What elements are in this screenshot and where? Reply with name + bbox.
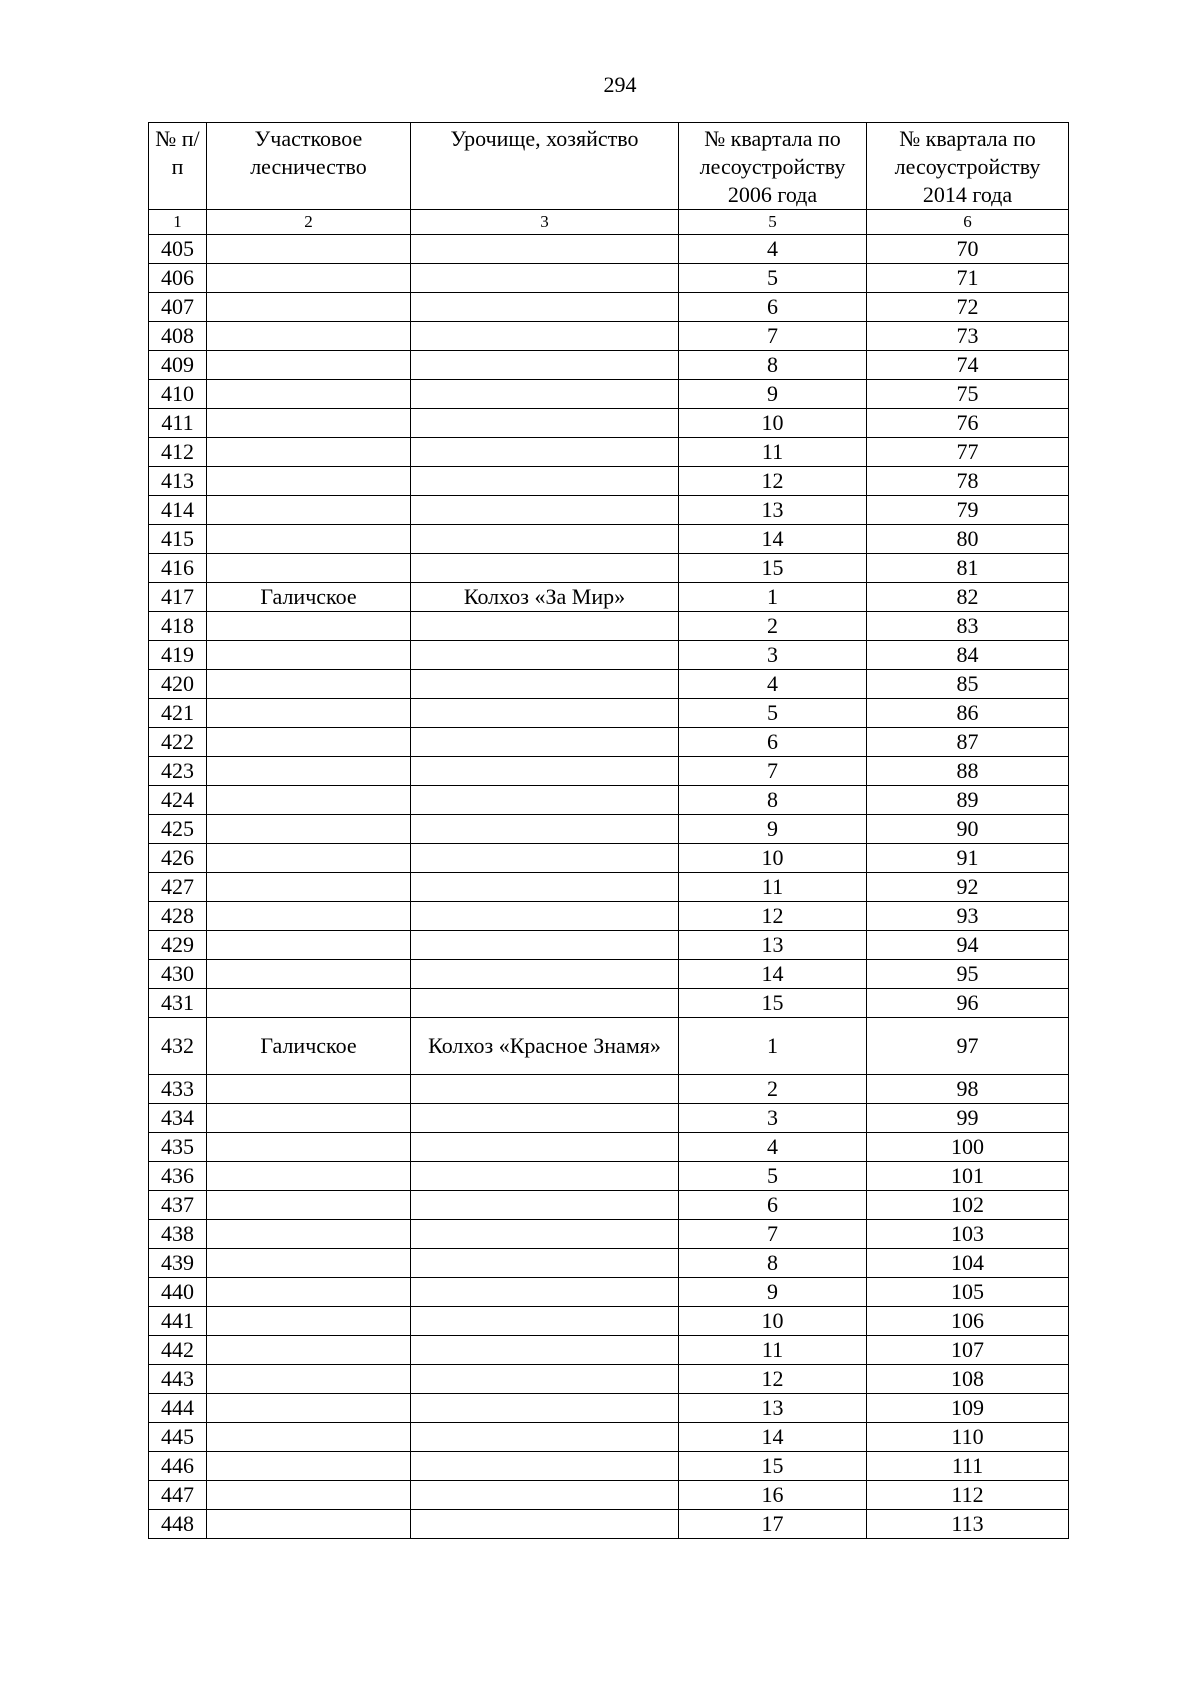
forestry-cell: [207, 844, 411, 873]
table-row: [149, 438, 1069, 467]
table-row: [149, 1481, 1069, 1510]
row-number-cell: 437: [149, 1191, 207, 1220]
table-row: [149, 931, 1069, 960]
quarter-2014-cell: 94: [867, 931, 1069, 960]
tract-cell: [411, 1104, 679, 1133]
forestry-cell: [207, 322, 411, 351]
quarter-2014-cell: 97: [867, 1018, 1069, 1075]
table-row: [149, 815, 1069, 844]
quarter-2014-cell: 104: [867, 1249, 1069, 1278]
tract-cell: [411, 351, 679, 380]
tract-cell: [411, 1394, 679, 1423]
quarter-2014-cell: 87: [867, 728, 1069, 757]
row-number-cell: 412: [149, 438, 207, 467]
row-number-cell: 432: [149, 1018, 207, 1075]
tract-cell: [411, 844, 679, 873]
tract-cell: [411, 1365, 679, 1394]
table-row: [149, 235, 1069, 264]
quarter-2014-cell: 102: [867, 1191, 1069, 1220]
row-number-cell: 426: [149, 844, 207, 873]
tract-cell: [411, 1336, 679, 1365]
quarter-2006-cell: 7: [679, 757, 867, 786]
table-row: [149, 409, 1069, 438]
row-number-cell: 435: [149, 1133, 207, 1162]
quarter-2006-cell: 5: [679, 1162, 867, 1191]
tract-cell: [411, 1278, 679, 1307]
table-row: [149, 902, 1069, 931]
tract-cell: [411, 1307, 679, 1336]
table-row: [149, 960, 1069, 989]
column-number: 6: [867, 210, 1069, 235]
header-number: № п/п: [149, 123, 207, 210]
tract-cell: [411, 699, 679, 728]
tract-cell: [411, 1481, 679, 1510]
tract-cell: [411, 264, 679, 293]
quarter-2006-cell: 6: [679, 1191, 867, 1220]
quarter-2006-cell: 11: [679, 873, 867, 902]
row-number-cell: 444: [149, 1394, 207, 1423]
row-number-cell: 436: [149, 1162, 207, 1191]
tract-cell: [411, 438, 679, 467]
quarter-2014-cell: 108: [867, 1365, 1069, 1394]
tract-cell: Колхоз «Красное Знамя»: [411, 1018, 679, 1075]
quarter-2014-cell: 89: [867, 786, 1069, 815]
header-tract: Урочище, хозяйство: [411, 123, 679, 210]
forestry-cell: [207, 757, 411, 786]
row-number-cell: 415: [149, 525, 207, 554]
forestry-cell: [207, 786, 411, 815]
quarter-2014-cell: 84: [867, 641, 1069, 670]
table-row: [149, 496, 1069, 525]
table-row: [149, 699, 1069, 728]
tract-cell: [411, 1075, 679, 1104]
quarter-2014-cell: 86: [867, 699, 1069, 728]
header-quarter-2014: № квартала по лесоустройству 2014 года: [867, 123, 1069, 210]
quarter-2014-cell: 101: [867, 1162, 1069, 1191]
quarter-2014-cell: 110: [867, 1423, 1069, 1452]
forestry-cell: [207, 467, 411, 496]
forestry-cell: [207, 873, 411, 902]
forestry-cell: [207, 438, 411, 467]
quarter-2014-cell: 91: [867, 844, 1069, 873]
quarter-2006-cell: 4: [679, 235, 867, 264]
quarter-2014-cell: 73: [867, 322, 1069, 351]
column-number: 5: [679, 210, 867, 235]
row-number-cell: 410: [149, 380, 207, 409]
quarter-2006-cell: 11: [679, 438, 867, 467]
table-row: [149, 1307, 1069, 1336]
quarter-2014-cell: 105: [867, 1278, 1069, 1307]
forestry-cell: [207, 1452, 411, 1481]
quarter-2014-cell: 83: [867, 612, 1069, 641]
column-number-row: [149, 210, 1069, 235]
quarter-2006-cell: 14: [679, 1423, 867, 1452]
tract-cell: [411, 380, 679, 409]
forestry-cell: [207, 815, 411, 844]
tract-cell: [411, 757, 679, 786]
table-body: [149, 235, 1069, 1539]
table-row: [149, 1220, 1069, 1249]
tract-cell: [411, 1220, 679, 1249]
forestry-cell: [207, 554, 411, 583]
table-row: [149, 670, 1069, 699]
forestry-cell: [207, 264, 411, 293]
forestry-cell: [207, 380, 411, 409]
row-number-cell: 425: [149, 815, 207, 844]
tract-cell: [411, 786, 679, 815]
row-number-cell: 424: [149, 786, 207, 815]
tract-cell: [411, 1162, 679, 1191]
quarter-2014-cell: 98: [867, 1075, 1069, 1104]
forestry-cell: [207, 902, 411, 931]
quarter-2006-cell: 2: [679, 612, 867, 641]
quarter-2014-cell: 95: [867, 960, 1069, 989]
table-row: [149, 1336, 1069, 1365]
forestry-cell: [207, 1191, 411, 1220]
quarter-2014-cell: 85: [867, 670, 1069, 699]
quarter-2006-cell: 8: [679, 786, 867, 815]
quarter-2014-cell: 79: [867, 496, 1069, 525]
row-number-cell: 407: [149, 293, 207, 322]
forestry-cell: [207, 728, 411, 757]
quarter-2006-cell: 13: [679, 931, 867, 960]
column-number: 3: [411, 210, 679, 235]
forestry-cell: [207, 1133, 411, 1162]
quarter-2014-cell: 75: [867, 380, 1069, 409]
table-row: [149, 525, 1069, 554]
forest-quarters-table: [148, 122, 1069, 1539]
tract-cell: [411, 1510, 679, 1539]
quarter-2006-cell: 7: [679, 1220, 867, 1249]
quarter-2014-cell: 81: [867, 554, 1069, 583]
quarter-2014-cell: 113: [867, 1510, 1069, 1539]
quarter-2014-cell: 90: [867, 815, 1069, 844]
quarter-2006-cell: 15: [679, 1452, 867, 1481]
forestry-cell: [207, 409, 411, 438]
forestry-cell: Галичское: [207, 1018, 411, 1075]
row-number-cell: 433: [149, 1075, 207, 1104]
quarter-2014-cell: 88: [867, 757, 1069, 786]
table-row: [149, 844, 1069, 873]
quarter-2014-cell: 106: [867, 1307, 1069, 1336]
quarter-2014-cell: 112: [867, 1481, 1069, 1510]
forestry-cell: [207, 1220, 411, 1249]
quarter-2006-cell: 13: [679, 1394, 867, 1423]
quarter-2006-cell: 7: [679, 322, 867, 351]
tract-cell: [411, 525, 679, 554]
row-number-cell: 423: [149, 757, 207, 786]
tract-cell: [411, 496, 679, 525]
table-row: [149, 1104, 1069, 1133]
row-number-cell: 440: [149, 1278, 207, 1307]
table-row: [149, 554, 1069, 583]
quarter-2014-cell: 77: [867, 438, 1069, 467]
forestry-cell: [207, 1365, 411, 1394]
quarter-2006-cell: 9: [679, 380, 867, 409]
quarter-2014-cell: 92: [867, 873, 1069, 902]
row-number-cell: 431: [149, 989, 207, 1018]
forestry-cell: [207, 1307, 411, 1336]
quarter-2006-cell: 15: [679, 554, 867, 583]
tract-cell: [411, 960, 679, 989]
tract-cell: [411, 728, 679, 757]
quarter-2006-cell: 6: [679, 293, 867, 322]
row-number-cell: 438: [149, 1220, 207, 1249]
quarter-2006-cell: 5: [679, 699, 867, 728]
quarter-2014-cell: 100: [867, 1133, 1069, 1162]
row-number-cell: 419: [149, 641, 207, 670]
forestry-cell: [207, 612, 411, 641]
row-number-cell: 429: [149, 931, 207, 960]
tract-cell: [411, 467, 679, 496]
table-row: [149, 1452, 1069, 1481]
table-row: [149, 380, 1069, 409]
tract-cell: [411, 1191, 679, 1220]
tract-cell: [411, 293, 679, 322]
forestry-cell: [207, 989, 411, 1018]
row-number-cell: 409: [149, 351, 207, 380]
quarter-2006-cell: 10: [679, 844, 867, 873]
forestry-cell: [207, 931, 411, 960]
quarter-2006-cell: 3: [679, 641, 867, 670]
row-number-cell: 448: [149, 1510, 207, 1539]
row-number-cell: 406: [149, 264, 207, 293]
row-number-cell: 428: [149, 902, 207, 931]
tract-cell: [411, 641, 679, 670]
forestry-cell: [207, 1336, 411, 1365]
forestry-cell: [207, 235, 411, 264]
forestry-cell: [207, 293, 411, 322]
quarter-2006-cell: 3: [679, 1104, 867, 1133]
quarter-2006-cell: 9: [679, 815, 867, 844]
quarter-2006-cell: 4: [679, 670, 867, 699]
quarter-2014-cell: 71: [867, 264, 1069, 293]
table-row: [149, 1510, 1069, 1539]
quarter-2006-cell: 4: [679, 1133, 867, 1162]
table-row: [149, 1075, 1069, 1104]
forestry-cell: [207, 641, 411, 670]
tract-cell: [411, 873, 679, 902]
table-row: [149, 351, 1069, 380]
row-number-cell: 417: [149, 583, 207, 612]
table-row: [149, 641, 1069, 670]
table-row: [149, 264, 1069, 293]
tract-cell: [411, 989, 679, 1018]
quarter-2006-cell: 5: [679, 264, 867, 293]
row-number-cell: 443: [149, 1365, 207, 1394]
quarter-2006-cell: 1: [679, 583, 867, 612]
quarter-2014-cell: 93: [867, 902, 1069, 931]
row-number-cell: 422: [149, 728, 207, 757]
forestry-cell: [207, 1278, 411, 1307]
table-row: [149, 467, 1069, 496]
quarter-2014-cell: 76: [867, 409, 1069, 438]
forestry-cell: [207, 1510, 411, 1539]
table-row: [149, 1423, 1069, 1452]
column-number: 2: [207, 210, 411, 235]
quarter-2006-cell: 10: [679, 1307, 867, 1336]
quarter-2006-cell: 8: [679, 1249, 867, 1278]
forestry-cell: [207, 1075, 411, 1104]
forestry-cell: [207, 525, 411, 554]
row-number-cell: 442: [149, 1336, 207, 1365]
row-number-cell: 418: [149, 612, 207, 641]
row-number-cell: 405: [149, 235, 207, 264]
forestry-cell: [207, 670, 411, 699]
table-row: [149, 728, 1069, 757]
quarter-2014-cell: 99: [867, 1104, 1069, 1133]
tract-cell: [411, 554, 679, 583]
forestry-cell: [207, 1394, 411, 1423]
row-number-cell: 414: [149, 496, 207, 525]
table-row: [149, 612, 1069, 641]
table-row: [149, 1018, 1069, 1075]
forestry-cell: [207, 960, 411, 989]
row-number-cell: 420: [149, 670, 207, 699]
forestry-cell: Галичское: [207, 583, 411, 612]
header-quarter-2006: № квартала по лесоустройству 2006 года: [679, 123, 867, 210]
quarter-2006-cell: 14: [679, 960, 867, 989]
quarter-2014-cell: 103: [867, 1220, 1069, 1249]
table-row: [149, 757, 1069, 786]
table-row: [149, 989, 1069, 1018]
tract-cell: [411, 902, 679, 931]
quarter-2006-cell: 12: [679, 1365, 867, 1394]
table-row: [149, 322, 1069, 351]
quarter-2006-cell: 13: [679, 496, 867, 525]
quarter-2014-cell: 74: [867, 351, 1069, 380]
header-row: [149, 123, 1069, 210]
quarter-2014-cell: 70: [867, 235, 1069, 264]
page-number: 294: [603, 72, 637, 97]
quarter-2006-cell: 11: [679, 1336, 867, 1365]
quarter-2006-cell: 2: [679, 1075, 867, 1104]
table-row: [149, 1365, 1069, 1394]
quarter-2006-cell: 15: [679, 989, 867, 1018]
quarter-2014-cell: 107: [867, 1336, 1069, 1365]
row-number-cell: 413: [149, 467, 207, 496]
row-number-cell: 430: [149, 960, 207, 989]
table-row: [149, 786, 1069, 815]
tract-cell: [411, 409, 679, 438]
tract-cell: [411, 612, 679, 641]
forestry-cell: [207, 351, 411, 380]
forestry-cell: [207, 1162, 411, 1191]
quarter-2006-cell: 17: [679, 1510, 867, 1539]
quarter-2014-cell: 82: [867, 583, 1069, 612]
forestry-cell: [207, 496, 411, 525]
row-number-cell: 441: [149, 1307, 207, 1336]
forestry-cell: [207, 1423, 411, 1452]
row-number-cell: 427: [149, 873, 207, 902]
quarter-2006-cell: 10: [679, 409, 867, 438]
quarter-2014-cell: 96: [867, 989, 1069, 1018]
tract-cell: Колхоз «За Мир»: [411, 583, 679, 612]
quarter-2006-cell: 6: [679, 728, 867, 757]
row-number-cell: 434: [149, 1104, 207, 1133]
table-row: [149, 1278, 1069, 1307]
row-number-cell: 439: [149, 1249, 207, 1278]
tract-cell: [411, 322, 679, 351]
row-number-cell: 447: [149, 1481, 207, 1510]
table-row: [149, 1133, 1069, 1162]
quarter-2006-cell: 14: [679, 525, 867, 554]
tract-cell: [411, 1452, 679, 1481]
quarter-2014-cell: 80: [867, 525, 1069, 554]
forestry-cell: [207, 1104, 411, 1133]
quarter-2006-cell: 9: [679, 1278, 867, 1307]
row-number-cell: 416: [149, 554, 207, 583]
quarter-2014-cell: 72: [867, 293, 1069, 322]
tract-cell: [411, 1133, 679, 1162]
row-number-cell: 408: [149, 322, 207, 351]
forestry-cell: [207, 699, 411, 728]
row-number-cell: 445: [149, 1423, 207, 1452]
table-row: [149, 1394, 1069, 1423]
forestry-cell: [207, 1249, 411, 1278]
tract-cell: [411, 235, 679, 264]
tract-cell: [411, 670, 679, 699]
row-number-cell: 421: [149, 699, 207, 728]
table-row: [149, 1162, 1069, 1191]
quarter-2006-cell: 12: [679, 467, 867, 496]
table-row: [149, 1191, 1069, 1220]
quarter-2006-cell: 8: [679, 351, 867, 380]
tract-cell: [411, 1249, 679, 1278]
forestry-cell: [207, 1481, 411, 1510]
quarter-2006-cell: 1: [679, 1018, 867, 1075]
table-row: [149, 873, 1069, 902]
quarter-2014-cell: 111: [867, 1452, 1069, 1481]
table-row: [149, 1249, 1069, 1278]
quarter-2014-cell: 78: [867, 467, 1069, 496]
tract-cell: [411, 931, 679, 960]
row-number-cell: 411: [149, 409, 207, 438]
quarter-2006-cell: 16: [679, 1481, 867, 1510]
column-number: 1: [149, 210, 207, 235]
tract-cell: [411, 1423, 679, 1452]
quarter-2014-cell: 109: [867, 1394, 1069, 1423]
table-row: [149, 293, 1069, 322]
header-forestry: Участковое лесничество: [207, 123, 411, 210]
table-row: [149, 583, 1069, 612]
tract-cell: [411, 815, 679, 844]
quarter-2006-cell: 12: [679, 902, 867, 931]
row-number-cell: 446: [149, 1452, 207, 1481]
